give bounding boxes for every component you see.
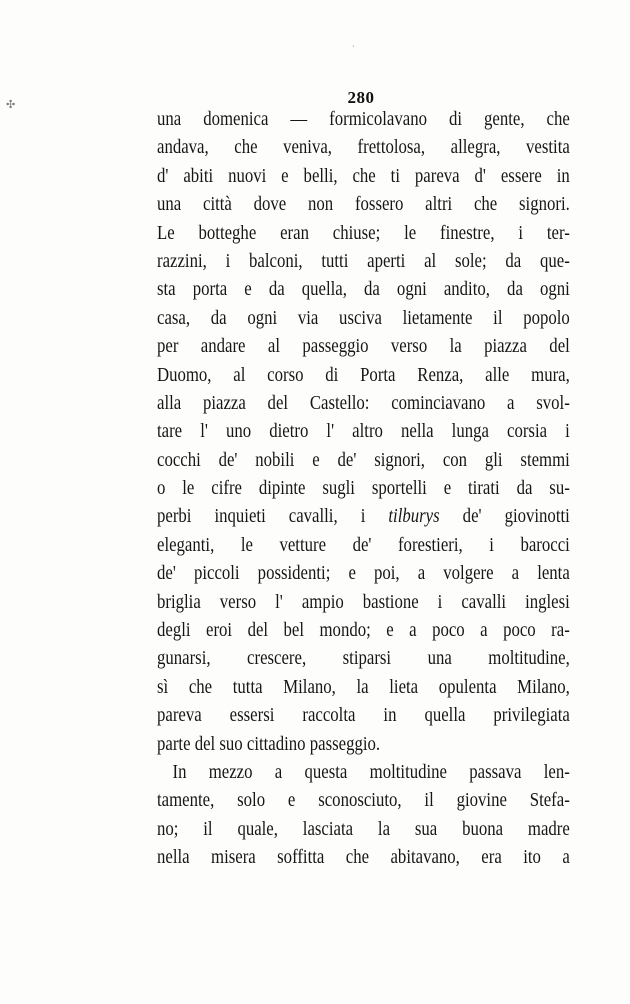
- text-line: razzini, i balconi, tutti aperti al sole; da que-: [157, 250, 570, 272]
- text-line: nella misera soffitta che abitavano, era ito a: [157, 847, 570, 869]
- text-line: briglia verso l' ampio bastione i cavalli inglesi: [157, 591, 570, 613]
- text-line: sì che tutta Milano, la lieta opulenta Milano,: [157, 676, 570, 698]
- text-line: pareva essersi raccolta in quella privilegiata: [157, 705, 570, 727]
- text-segment: perbi inquieti cavalli, i: [157, 506, 389, 528]
- text-line: alla piazza del Castello: cominciavano a svol-: [157, 392, 570, 414]
- text-line: de' piccoli possidenti; e poi, a volgere a lenta: [157, 563, 570, 585]
- text-line: cocchi de' nobili e de' signori, con gli stemmi: [157, 449, 570, 471]
- text-line: Duomo, al corso di Porta Renza, alle mura,: [157, 364, 570, 386]
- text-line: eleganti, le vetture de' forestieri, i barocci: [157, 534, 570, 556]
- text-line: casa, da ogni via usciva lietamente il popolo: [157, 307, 570, 329]
- text-line: andava, che veniva, frettolosa, allegra, vestita: [157, 137, 570, 159]
- text-line: una domenica — formicolavano di gente, che: [157, 109, 570, 130]
- italic-word: tilburys: [388, 506, 440, 528]
- text-line: o le cifre dipinte sugli sportelli e tirati da su-: [157, 478, 570, 500]
- text-line: no; il quale, lasciata la sua buona madre: [157, 818, 570, 840]
- text-line: parte del suo cittadino passeggio.: [157, 733, 381, 755]
- text-line: d' abiti nuovi e belli, che ti pareva d' essere in: [157, 165, 570, 187]
- text-line: tamente, solo e sconosciuto, il giovine Stefa-: [157, 790, 570, 812]
- text-line: tare l' uno dietro l' altro nella lunga corsia i: [157, 421, 570, 443]
- top-dot: ·: [352, 42, 355, 51]
- text-line: In mezzo a questa moltitudine passava len-: [172, 761, 570, 783]
- text-line: sta porta e da quella, da ogni andito, da ogni: [157, 279, 570, 301]
- text-line: [157, 503, 570, 531]
- text-segment: de' giovinotti: [439, 506, 570, 528]
- text-line: una città dove non fossero altri che signori.: [157, 194, 570, 216]
- body-text: [157, 106, 570, 873]
- page-number: 280: [347, 88, 375, 107]
- text-line: gunarsi, crescere, stiparsi una moltitudine,: [157, 648, 570, 670]
- text-line: Le botteghe eran chiuse; le finestre, i ter-: [157, 222, 570, 244]
- margin-mark: ✣: [6, 99, 16, 111]
- text-line: per andare al passeggio verso la piazza del: [157, 336, 570, 358]
- text-line: degli eroi del bel mondo; e a poco a poco ra-: [157, 620, 570, 642]
